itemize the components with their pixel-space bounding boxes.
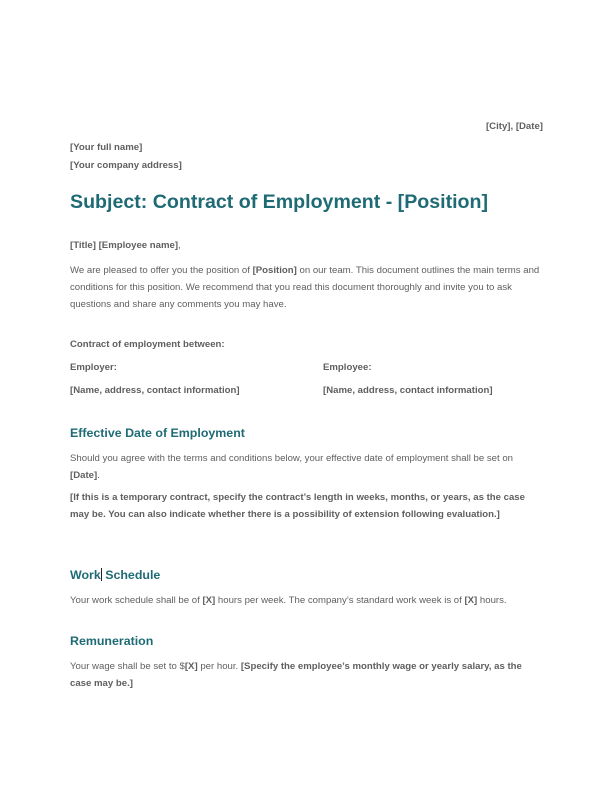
remuneration-text-1: Your wage shall be set to $	[70, 661, 185, 672]
remuneration-heading: Remuneration	[70, 634, 154, 648]
intro-text-2: on our team. This document outlines the main terms and conditions for this position. We recommend that you read this document thoroughly and invite you to ask questions and share any comments you may have.	[70, 265, 540, 310]
work-schedule-heading-part1: Work	[70, 568, 101, 582]
sender-full-name: [Your full name]	[70, 142, 143, 153]
employer-label: Employer:	[70, 362, 117, 373]
employee-label: Employee:	[323, 362, 372, 373]
parties-label: Contract of employment between:	[70, 339, 225, 350]
work-schedule-text-3: hours.	[477, 595, 507, 606]
effective-date-text: Should you agree with the terms and conditions below, your effective date of employment shall be set on	[70, 453, 513, 464]
work-schedule-heading	[70, 568, 160, 582]
intro-paragraph	[70, 262, 544, 313]
city-date: [City], [Date]	[485, 121, 543, 132]
work-schedule-text-2: hours per week. The company’s standard work week is of	[215, 595, 465, 606]
subject-heading: Subject: Contract of Employment - [Position]	[70, 191, 489, 213]
effective-date-heading: Effective Date of Employment	[70, 426, 245, 440]
temporary-contract-note: [If this is a temporary contract, specify the contract’s length in weeks, months, or years, as the case may be. You can also indicate whether there is a possibility of extension following evaluation.]	[70, 492, 525, 520]
work-schedule-standard-hours: [X]	[464, 595, 478, 606]
salutation	[70, 237, 181, 254]
work-schedule-paragraph	[70, 592, 544, 609]
salutation-comma: ,	[178, 240, 181, 251]
intro-text-1: We are pleased to offer you the position of	[70, 265, 253, 276]
salutation-title: [Title] [Employee name]	[70, 240, 179, 251]
intro-position: [Position]	[252, 265, 297, 276]
work-schedule-heading-part2: Schedule	[101, 568, 161, 582]
effective-date-paragraph	[70, 450, 544, 484]
sender-company-address: [Your company address]	[70, 160, 182, 171]
effective-date-value: [Date]	[70, 470, 98, 481]
work-schedule-text-1: Your work schedule shall be of	[70, 595, 203, 606]
effective-date-period: .	[97, 470, 100, 481]
employer-info: [Name, address, contact information]	[70, 385, 240, 396]
remuneration-wage: [X]	[184, 661, 198, 672]
employee-info: [Name, address, contact information]	[323, 385, 493, 396]
remuneration-paragraph	[70, 658, 544, 692]
remuneration-text-2: per hour.	[197, 661, 241, 672]
remuneration-note: [Specify the employee’s monthly wage or yearly salary, as the case may be.]	[70, 661, 522, 689]
work-schedule-hours: [X]	[202, 595, 216, 606]
